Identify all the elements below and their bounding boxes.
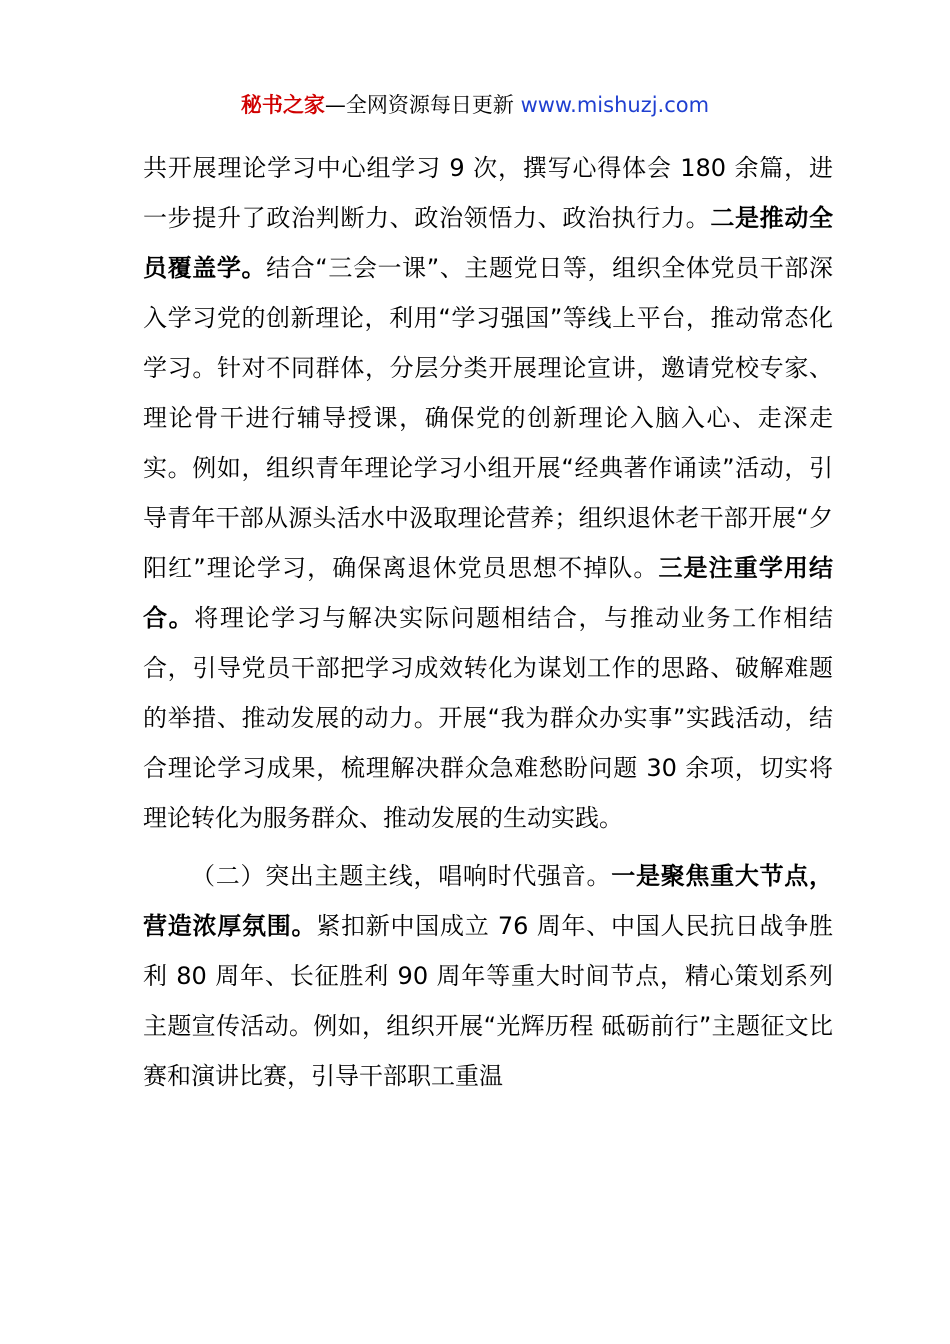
bold-heading-2: 二是推动全员覆盖学。 (143, 204, 834, 282)
bold-heading-1: 一是聚焦重大节点，营造浓厚氛围。 (143, 862, 834, 940)
document-body (143, 143, 833, 1101)
body-paragraph-1 (143, 143, 833, 843)
text-segment: 共开展理论学习中心组学习 9 次，撰写心得体会 180 余篇，进一步提升了政治判断力、政治领悟力、政治执行力。 (143, 154, 833, 232)
brand-name: 秘书之家 (240, 93, 325, 117)
text-segment: 紧扣新中国成立 76 周年、中国人民抗日战争胜利 80 周年、长征胜利 90 周年等重大时间节点，精心策划系列主题宣传活动。例如，组织开展“光辉历程 砥砺前行”主题征文比赛和演讲比赛，引导干部职工重温 (143, 912, 834, 1090)
site-url[interactable]: www.mishuzj.com (520, 93, 710, 117)
header-tagline: —全网资源每日更新 (324, 93, 521, 117)
body-paragraph-2 (143, 851, 833, 1101)
text-segment: 将理论学习与解决实际问题相结合，与推动业务工作相结合，引导党员干部把学习成效转化为谋划工作的思路、破解难题的举措、推动发展的动力。开展“我为群众办实事”实践活动，结合理论学习成果，梳理解决群众急难愁盼问题 30 余项，切实将理论转化为服务群众、推动发展的生动实践。 (143, 604, 834, 832)
bold-heading-3: 三是注重学用结合。 (143, 554, 834, 632)
text-segment: 结合“三会一课”、主题党日等，组织全体党员干部深入学习党的创新理论，利用“学习强国”等线上平台，推动常态化学习。针对不同群体，分层分类开展理论宣讲，邀请党校专家、理论骨干进行辅导授课，确保党的创新理论入脑入心、走深走实。例如，组织青年理论学习小组开展“经典著作诵读”活动，引导青年干部从源头活水中汲取理论营养；组织退休老干部开展“夕阳红”理论学习，确保离退休党员思想不掉队。 (143, 254, 833, 582)
section-heading: （二）突出主题主线，唱响时代强音。 (191, 862, 612, 890)
site-header (0, 88, 950, 122)
